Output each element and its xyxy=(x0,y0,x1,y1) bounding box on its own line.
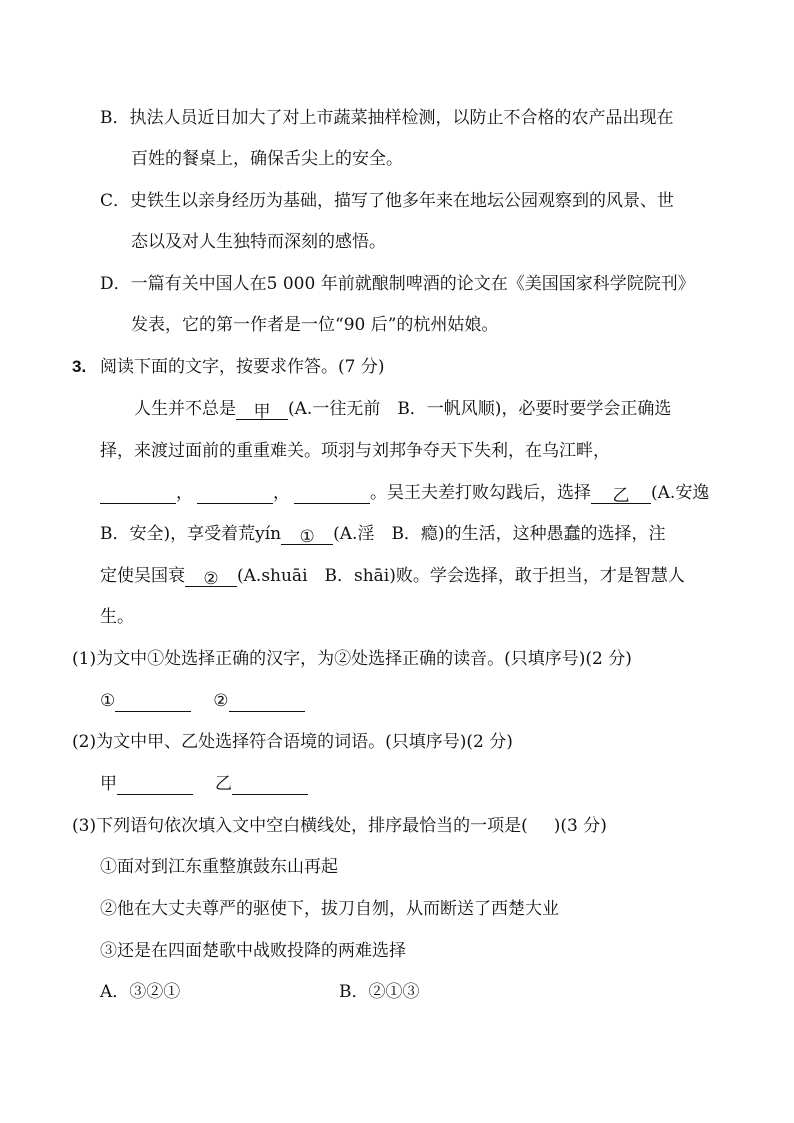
passage-line-3 xyxy=(100,482,709,504)
sentence-1: ①面对到江东重整旗鼓东山再起 xyxy=(100,857,338,877)
blank-2[interactable] xyxy=(197,485,273,504)
passage-text: (A.安逸 xyxy=(651,483,710,503)
blank-1[interactable] xyxy=(100,485,176,504)
passage-line-6: 生。 xyxy=(100,607,134,627)
passage-line-4 xyxy=(100,523,666,545)
question-number: 3. xyxy=(72,357,87,376)
passage-text: 。吴王夫差打败勾践后，选择 xyxy=(370,483,591,503)
blank-jia[interactable]: 甲 xyxy=(236,401,288,420)
separator: ， xyxy=(273,483,290,503)
passage-text: 定使吴国衰 xyxy=(100,566,185,586)
subquestion-3-stem xyxy=(72,815,607,837)
blank-3[interactable] xyxy=(294,485,370,504)
subquestion-1-stem: (1)为文中①处选择正确的汉字，为②处选择正确的读音。(只填序号)(2 分) xyxy=(72,649,632,669)
answer-label: ① xyxy=(100,691,116,711)
passage-text: B．安全)，享受着荒yín xyxy=(100,524,282,544)
blank-circle-1[interactable]: ① xyxy=(281,526,333,545)
blank-circle-2[interactable]: ② xyxy=(185,568,237,587)
option-b: B．②①③ xyxy=(339,982,420,1002)
option-c-line2: 态以及对人生独特而深刻的感悟。 xyxy=(131,232,386,252)
option-c-line1: C．史铁生以亲身经历为基础，描写了他多年来在地坛公园观察到的风景、世 xyxy=(100,191,675,211)
option-d-line2: 发表，它的第一作者是一位“90 后”的杭州姑娘。 xyxy=(131,315,499,335)
passage-text: 人生并不总是 xyxy=(134,399,236,419)
stem-text: )(3 分) xyxy=(553,816,607,836)
subquestion-1-answers xyxy=(100,690,305,712)
option-a: A．③②① xyxy=(100,982,181,1002)
passage-text: (A.一往无前 B．一帆风顺)，必要时要学会正确选 xyxy=(288,399,672,419)
subquestion-2-stem: (2)为文中甲、乙处选择符合语境的词语。(只填序号)(2 分) xyxy=(72,732,513,752)
passage-line-5 xyxy=(100,565,685,587)
sentence-3: ③还是在四面楚歌中战败投降的两难选择 xyxy=(100,941,406,961)
answer-blank-2[interactable] xyxy=(229,693,305,712)
answer-blank-1[interactable] xyxy=(115,693,191,712)
answer-label: ② xyxy=(213,691,229,711)
separator: ， xyxy=(176,483,193,503)
option-b-line1: B．执法人员近日加大了对上市蔬菜抽样检测，以防止不合格的农产品出现在 xyxy=(100,108,674,128)
answer-label: 甲 xyxy=(100,774,117,794)
blank-yi[interactable]: 乙 xyxy=(591,485,651,504)
question-title: 阅读下面的文字，按要求作答。(7 分) xyxy=(100,357,385,377)
subquestion-2-answers xyxy=(100,773,308,795)
passage-line-1 xyxy=(134,398,671,420)
option-b-line2: 百姓的餐桌上，确保舌尖上的安全。 xyxy=(131,149,403,169)
sentence-2: ②他在大丈夫尊严的驱使下，拔刀自刎，从而断送了西楚大业 xyxy=(100,899,559,919)
answer-blank-yi[interactable] xyxy=(232,776,308,795)
option-d-line1: D．一篇有关中国人在5 000 年前就酿制啤酒的论文在《美国国家科学院院刊》 xyxy=(100,274,695,294)
passage-text: (A.shuāi B．shāi)败。学会选择，敢于担当，才是智慧人 xyxy=(237,566,685,586)
answer-label: 乙 xyxy=(215,774,232,794)
stem-text: (3)下列语句依次填入文中空白横线处，排序最恰当的一项是( xyxy=(72,816,528,836)
passage-line-2: 择，来渡过面前的重重难关。项羽与刘邦争夺天下失利，在乌江畔， xyxy=(100,441,610,461)
passage-text: (A.淫 B．瘾)的生活，这种愚蠢的选择，注 xyxy=(333,524,666,544)
answer-blank-jia[interactable] xyxy=(117,776,193,795)
